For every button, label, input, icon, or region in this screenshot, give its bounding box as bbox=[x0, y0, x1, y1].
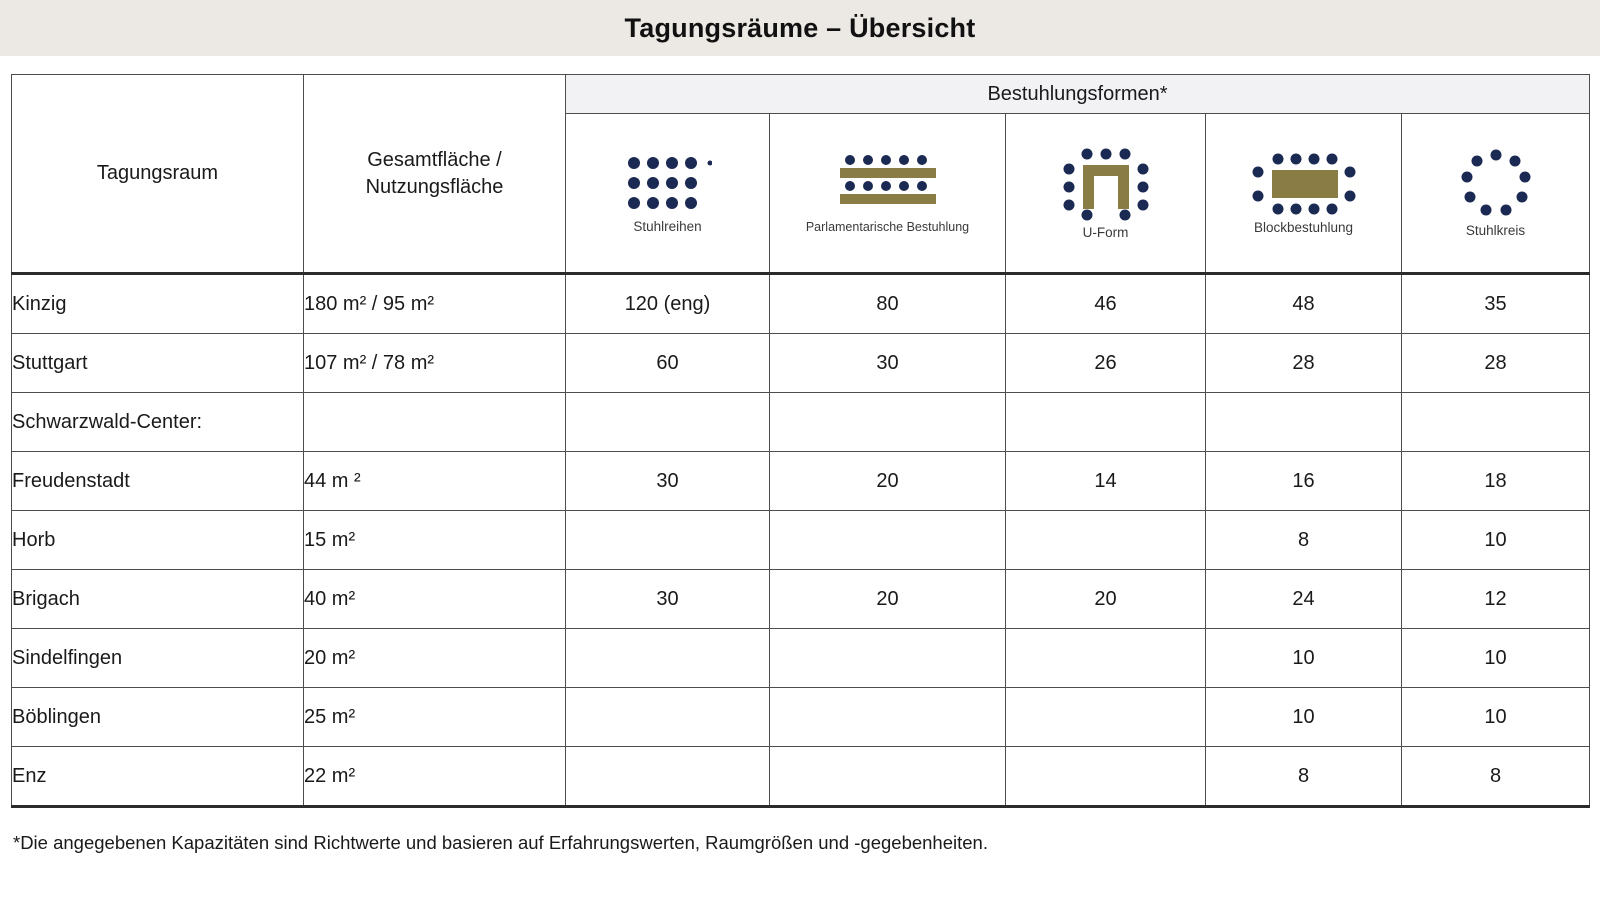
table-row-section bbox=[12, 393, 1590, 452]
parliamentary-seating-icon bbox=[828, 152, 948, 216]
cell-chair-rows bbox=[566, 688, 770, 747]
column-header-u-shape bbox=[1006, 114, 1206, 274]
cell-u-shape bbox=[1006, 747, 1206, 807]
table-group-header-row bbox=[12, 75, 1590, 114]
cell-chair-circle: 35 bbox=[1402, 274, 1590, 334]
cell-u-shape: 14 bbox=[1006, 452, 1206, 511]
row-label: Sindelfingen bbox=[12, 629, 304, 688]
row-label: Böblingen bbox=[12, 688, 304, 747]
table-row bbox=[12, 452, 1590, 511]
cell-chair-circle: 12 bbox=[1402, 570, 1590, 629]
meeting-rooms-table bbox=[11, 74, 1590, 808]
cell-chair-rows bbox=[566, 747, 770, 807]
cell-parliamentary bbox=[770, 511, 1006, 570]
cell-chair-circle: 10 bbox=[1402, 688, 1590, 747]
table-row bbox=[12, 274, 1590, 334]
chair-rows-icon bbox=[624, 153, 712, 215]
cell-u-shape: 26 bbox=[1006, 334, 1206, 393]
cell-u-shape: 46 bbox=[1006, 274, 1206, 334]
row-area: 15 m² bbox=[304, 511, 566, 570]
column-header-area: Gesamtfläche / Nutzungsfläche bbox=[304, 75, 566, 274]
table-row bbox=[12, 334, 1590, 393]
cell-parliamentary: 20 bbox=[770, 570, 1006, 629]
column-header-u-shape-label: U-Form bbox=[1082, 224, 1129, 240]
block-seating-icon bbox=[1248, 152, 1360, 216]
cell-parliamentary: 80 bbox=[770, 274, 1006, 334]
cell-block-seating: 48 bbox=[1206, 274, 1402, 334]
row-label: Freudenstadt bbox=[12, 452, 304, 511]
table-row bbox=[12, 747, 1590, 807]
table-row bbox=[12, 511, 1590, 570]
footnote: *Die angegebenen Kapazitäten sind Richtwerte und basieren auf Erfahrungswerten, Raumgrößen und -gegebenheiten. bbox=[13, 832, 988, 853]
row-area bbox=[304, 393, 566, 452]
page-title: Tagungsräume – Übersicht bbox=[624, 12, 976, 43]
cell-parliamentary bbox=[770, 747, 1006, 807]
cell-chair-rows bbox=[566, 393, 770, 452]
cell-block-seating: 8 bbox=[1206, 511, 1402, 570]
row-label: Stuttgart bbox=[12, 334, 304, 393]
column-header-room: Tagungsraum bbox=[12, 75, 304, 274]
cell-u-shape: 20 bbox=[1006, 570, 1206, 629]
column-header-chair-rows bbox=[566, 114, 770, 274]
cell-block-seating: 24 bbox=[1206, 570, 1402, 629]
row-area: 44 m ² bbox=[304, 452, 566, 511]
cell-block-seating: 10 bbox=[1206, 629, 1402, 688]
column-header-block-seating bbox=[1206, 114, 1402, 274]
row-area: 40 m² bbox=[304, 570, 566, 629]
cell-parliamentary bbox=[770, 393, 1006, 452]
cell-chair-rows: 30 bbox=[566, 452, 770, 511]
cell-chair-rows bbox=[566, 629, 770, 688]
cell-chair-circle: 10 bbox=[1402, 511, 1590, 570]
cell-chair-circle: 28 bbox=[1402, 334, 1590, 393]
cell-parliamentary: 20 bbox=[770, 452, 1006, 511]
cell-chair-circle: 10 bbox=[1402, 629, 1590, 688]
cell-chair-rows: 120 (eng) bbox=[566, 274, 770, 334]
row-label: Schwarzwald-Center: bbox=[12, 393, 304, 452]
chair-circle-icon bbox=[1458, 149, 1534, 219]
cell-u-shape bbox=[1006, 688, 1206, 747]
row-label: Kinzig bbox=[12, 274, 304, 334]
column-header-chair-circle bbox=[1402, 114, 1590, 274]
cell-chair-rows bbox=[566, 511, 770, 570]
table-row bbox=[12, 570, 1590, 629]
column-header-chair-rows-label: Stuhlreihen bbox=[633, 218, 702, 234]
column-header-block-seating-label: Blockbestuhlung bbox=[1253, 219, 1354, 235]
cell-chair-circle: 8 bbox=[1402, 747, 1590, 807]
cell-block-seating: 16 bbox=[1206, 452, 1402, 511]
row-area: 107 m² / 78 m² bbox=[304, 334, 566, 393]
cell-parliamentary: 30 bbox=[770, 334, 1006, 393]
cell-block-seating: 28 bbox=[1206, 334, 1402, 393]
cell-chair-rows: 30 bbox=[566, 570, 770, 629]
column-header-parliamentary-label: Parlamentarische Bestuhlung bbox=[805, 220, 970, 234]
table-body bbox=[12, 274, 1590, 807]
cell-block-seating: 8 bbox=[1206, 747, 1402, 807]
cell-block-seating: 10 bbox=[1206, 688, 1402, 747]
cell-chair-circle bbox=[1402, 393, 1590, 452]
row-label: Enz bbox=[12, 747, 304, 807]
table-row bbox=[12, 629, 1590, 688]
cell-parliamentary bbox=[770, 629, 1006, 688]
u-shape-icon bbox=[1061, 147, 1151, 221]
column-header-chair-circle-label: Stuhlkreis bbox=[1465, 222, 1526, 238]
cell-parliamentary bbox=[770, 688, 1006, 747]
column-group-header-seating: Bestuhlungsformen* bbox=[566, 75, 1590, 114]
table-row bbox=[12, 688, 1590, 747]
cell-u-shape bbox=[1006, 629, 1206, 688]
row-area: 20 m² bbox=[304, 629, 566, 688]
cell-chair-rows: 60 bbox=[566, 334, 770, 393]
column-header-parliamentary bbox=[770, 114, 1006, 274]
cell-u-shape bbox=[1006, 511, 1206, 570]
title-bar bbox=[0, 0, 1600, 56]
cell-u-shape bbox=[1006, 393, 1206, 452]
cell-block-seating bbox=[1206, 393, 1402, 452]
row-label: Brigach bbox=[12, 570, 304, 629]
cell-chair-circle: 18 bbox=[1402, 452, 1590, 511]
row-label: Horb bbox=[12, 511, 304, 570]
row-area: 180 m² / 95 m² bbox=[304, 274, 566, 334]
row-area: 22 m² bbox=[304, 747, 566, 807]
row-area: 25 m² bbox=[304, 688, 566, 747]
